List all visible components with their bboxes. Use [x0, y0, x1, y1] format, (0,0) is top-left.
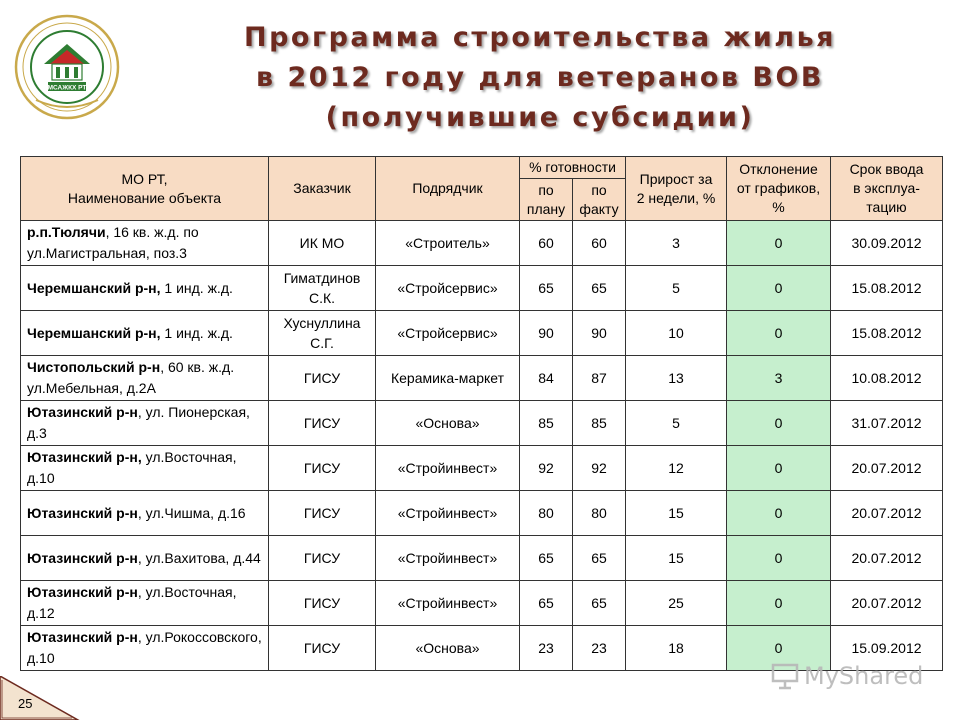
cell-object: Черемшанский р-н, 1 инд. ж.д. [21, 266, 269, 311]
table-row [21, 221, 943, 266]
header-readiness: % готовности [520, 157, 626, 179]
cell-growth: 5 [626, 401, 727, 446]
table-row [21, 491, 943, 536]
cell-growth: 3 [626, 221, 727, 266]
cell-contractor: «Стройсервис» [376, 311, 520, 356]
cell-contractor: «Стройинвест» [376, 581, 520, 626]
header-customer: Заказчик [269, 157, 376, 221]
cell-growth: 18 [626, 626, 727, 671]
cell-term: 10.08.2012 [831, 356, 943, 401]
table-row [21, 356, 943, 401]
cell-term: 20.07.2012 [831, 446, 943, 491]
cell-customer: ИК МО [269, 221, 376, 266]
cell-object: Черемшанский р-н, 1 инд. ж.д. [21, 311, 269, 356]
header-object: МО РТ, Наименование объекта [21, 157, 269, 221]
cell-customer: ГИСУ [269, 401, 376, 446]
header-plan: по плану [520, 179, 573, 221]
cell-object: Ютазинский р-н, ул.Восточная, д.12 [21, 581, 269, 626]
page-title [180, 18, 900, 138]
cell-deviation: 0 [727, 221, 831, 266]
cell-plan: 92 [520, 446, 573, 491]
cell-deviation: 0 [727, 266, 831, 311]
cell-customer: ГИСУ [269, 626, 376, 671]
ministry-logo [14, 14, 120, 120]
cell-object: Чистопольский р-н, 60 кв. ж.д. ул.Мебельная, д.2А [21, 356, 269, 401]
cell-deviation: 0 [727, 536, 831, 581]
cell-deviation: 0 [727, 401, 831, 446]
construction-table [20, 156, 943, 671]
cell-plan: 23 [520, 626, 573, 671]
cell-plan: 84 [520, 356, 573, 401]
title-line-2: в 2012 году для ветеранов ВОВ [255, 62, 825, 93]
cell-fact: 92 [573, 446, 626, 491]
cell-growth: 13 [626, 356, 727, 401]
table-row [21, 581, 943, 626]
cell-contractor: «Основа» [376, 401, 520, 446]
cell-plan: 90 [520, 311, 573, 356]
cell-contractor: «Стройинвест» [376, 536, 520, 581]
cell-term: 30.09.2012 [831, 221, 943, 266]
cell-term: 15.08.2012 [831, 266, 943, 311]
cell-object: Ютазинский р-н, ул.Вахитова, д.44 [21, 536, 269, 581]
cell-plan: 65 [520, 266, 573, 311]
cell-customer: ГИСУ [269, 356, 376, 401]
cell-growth: 12 [626, 446, 727, 491]
cell-fact: 90 [573, 311, 626, 356]
cell-term: 15.08.2012 [831, 311, 943, 356]
header-contractor: Подрядчик [376, 157, 520, 221]
title-line-3: (получившие субсидии) [325, 102, 755, 133]
page-corner-decoration [0, 676, 80, 720]
cell-fact: 23 [573, 626, 626, 671]
cell-contractor: «Основа» [376, 626, 520, 671]
cell-contractor: «Стройсервис» [376, 266, 520, 311]
cell-growth: 15 [626, 536, 727, 581]
cell-object: Ютазинский р-н, ул.Восточная, д.10 [21, 446, 269, 491]
title-line-1: Программа строительства жилья [244, 22, 836, 53]
cell-object: р.п.Тюлячи, 16 кв. ж.д. по ул.Магистральная, поз.3 [21, 221, 269, 266]
cell-growth: 25 [626, 581, 727, 626]
cell-fact: 85 [573, 401, 626, 446]
cell-fact: 60 [573, 221, 626, 266]
table-row [21, 266, 943, 311]
cell-fact: 80 [573, 491, 626, 536]
cell-plan: 60 [520, 221, 573, 266]
presentation-icon [770, 661, 800, 691]
cell-customer: Гиматдинов С.К. [269, 266, 376, 311]
cell-fact: 65 [573, 536, 626, 581]
cell-deviation: 3 [727, 356, 831, 401]
cell-term: 20.07.2012 [831, 536, 943, 581]
cell-deviation: 0 [727, 311, 831, 356]
header-deviation: Отклонение от графиков, % [727, 157, 831, 221]
watermark [770, 656, 923, 696]
cell-deviation: 0 [727, 491, 831, 536]
cell-growth: 10 [626, 311, 727, 356]
cell-plan: 65 [520, 536, 573, 581]
cell-term: 20.07.2012 [831, 491, 943, 536]
cell-fact: 65 [573, 581, 626, 626]
cell-customer: ГИСУ [269, 581, 376, 626]
logo-text: МСАЖКХ РТ [47, 84, 87, 92]
cell-plan: 85 [520, 401, 573, 446]
cell-growth: 5 [626, 266, 727, 311]
table-row [21, 536, 943, 581]
watermark-text: MyShared [804, 662, 924, 690]
cell-fact: 87 [573, 356, 626, 401]
cell-term: 20.07.2012 [831, 581, 943, 626]
header-growth: Прирост за 2 недели, % [626, 157, 727, 221]
table-row [21, 446, 943, 491]
cell-term: 15.09.2012 [831, 626, 943, 671]
cell-customer: ГИСУ [269, 491, 376, 536]
header-term: Срок ввода в эксплуа- тацию [831, 157, 943, 221]
cell-customer: Хуснуллина С.Г. [269, 311, 376, 356]
page-number: 25 [18, 696, 33, 711]
cell-object: Ютазинский р-н, ул.Рокоссовского, д.10 [21, 626, 269, 671]
cell-contractor: Керамика-маркет [376, 356, 520, 401]
cell-growth: 15 [626, 491, 727, 536]
cell-object: Ютазинский р-н, ул.Чишма, д.16 [21, 491, 269, 536]
cell-deviation: 0 [727, 581, 831, 626]
cell-fact: 65 [573, 266, 626, 311]
cell-customer: ГИСУ [269, 446, 376, 491]
cell-plan: 65 [520, 581, 573, 626]
cell-deviation: 0 [727, 446, 831, 491]
table-row [21, 401, 943, 446]
cell-object: Ютазинский р-н, ул. Пионерская, д.3 [21, 401, 269, 446]
cell-contractor: «Стройинвест» [376, 446, 520, 491]
cell-deviation: 0 [727, 626, 831, 671]
cell-customer: ГИСУ [269, 536, 376, 581]
table-body [21, 221, 943, 671]
cell-term: 31.07.2012 [831, 401, 943, 446]
table-row [21, 311, 943, 356]
cell-contractor: «Строитель» [376, 221, 520, 266]
cell-plan: 80 [520, 491, 573, 536]
cell-contractor: «Стройинвест» [376, 491, 520, 536]
header-fact: по факту [573, 179, 626, 221]
